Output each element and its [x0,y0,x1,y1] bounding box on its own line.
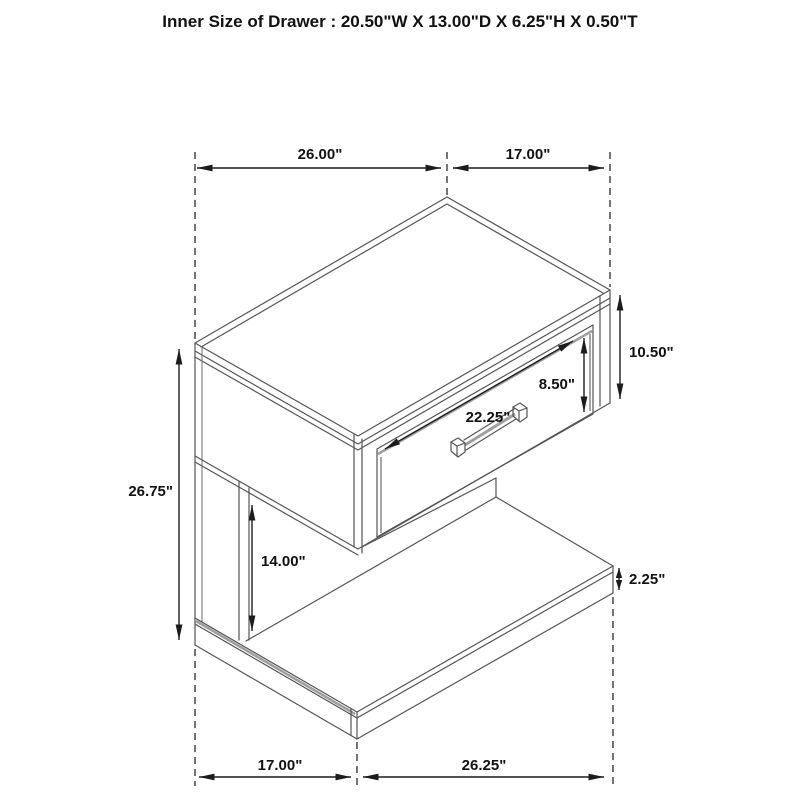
dim-label-shelf-thickness: 2.25" [629,571,666,588]
shelf-rear-edge [496,497,613,566]
furniture-outline [195,197,613,739]
dim-label-case-height: 10.50" [629,344,674,361]
dim-label-shelf-clearance: 14.00" [261,553,306,570]
diagram-title: Inner Size of Drawer : 20.50"W X 13.00"D X 6.25"H X 0.50"T [162,12,638,31]
dim-label-drawer-height: 8.50" [538,376,575,393]
base-accent-line [196,621,355,714]
handle-foot-left [451,438,465,457]
dim-label-base-depth: 17.00" [257,757,303,774]
dim-label-overall-height: 26.75" [128,483,173,500]
dimension-labels [128,146,673,774]
top-face [195,197,610,436]
dim-label-top-width: 26.00" [297,146,343,163]
base-edge-band [195,572,613,718]
dim-label-top-depth: 17.00" [505,146,551,163]
dim-label-base-width: 26.25" [461,757,507,774]
base-bottom-edge [195,593,613,739]
dimension-lines [179,168,620,777]
top-edge-band [195,298,610,444]
case-bottom-band [195,462,358,555]
case-bottom-left-edge [195,456,358,549]
base-top-edge [195,566,613,712]
back-panel-top-edge [362,478,496,547]
dim-label-drawer-width: 22.25" [465,409,511,426]
dim-line-drawer-width [385,341,573,449]
top-face-rim [201,204,603,347]
